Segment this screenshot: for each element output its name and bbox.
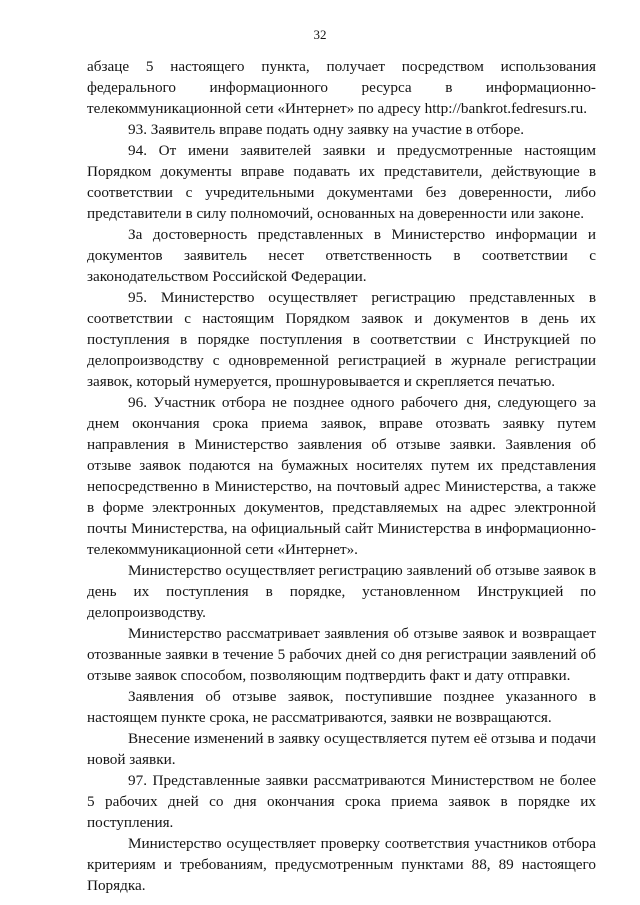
page-number: 32: [313, 27, 327, 42]
paragraph-continuation: абзаце 5 настоящего пункта, получает посредством использования федерального информационного ресурса в информационно-телекоммуникационной сети «Интернет» по адресу http://bankrot.fedresurs.ru.: [87, 58, 596, 117]
paragraph-96-registration: Министерство осуществляет регистрацию заявлений об отзыве заявок в день их поступления в порядке, установленном Инструкцией по делопроизводству.: [87, 562, 596, 621]
paragraph-94: 94. От имени заявителей заявки и предусмотренные настоящим Порядком документы вправе подавать их представители, действующие в соответствии с учредительными документами без доверенности, либо представители в силу полномочий, основанных на доверенности или законе.: [87, 142, 596, 222]
paragraph-96-return: Министерство рассматривает заявления об отзыве заявок и возвращает отозванные заявки в течение 5 рабочих дней со дня регистрации заявлений об отзыве заявок способом, позволяющим подтвердить факт и дату отправки.: [87, 625, 596, 684]
paragraph-94-responsibility: За достоверность представленных в Министерство информации и документов заявитель несет ответственность в соответствии с законодательством Российской Федерации.: [87, 226, 596, 285]
paragraph-93: 93. Заявитель вправе подать одну заявку на участие в отборе.: [128, 121, 525, 138]
paragraph-96-changes: Внесение изменений в заявку осуществляется путем её отзыва и подачи новой заявки.: [87, 730, 596, 768]
paragraph-96: 96. Участник отбора не позднее одного рабочего дня, следующего за днем окончания срока приема заявок, вправе отозвать заявку путем направления в Министерство заявления об отзыве заявки. Заявления об отзыве заявок подаются на бумажных носителях путем их представления непосредственно в Министерство, на почтовый адрес Министерства, а также в форме электронных документов, представляемых на адрес электронной почты Министерства, на официальный сайт Министерства в информационно-телекоммуникационной сети «Интернет».: [87, 394, 596, 558]
paragraph-95: 95. Министерство осуществляет регистрацию представленных в соответствии с настоящим Порядком заявок и документов в день их поступления в порядке поступления в соответствии с Инструкцией по делопроизводству с одновременной регистрацией в журнале регистрации заявок, который нумеруется, прошнуровывается и скрепляется печатью.: [87, 289, 596, 390]
paragraph-97-check: Министерство осуществляет проверку соответствия участников отбора критериям и требованиям, предусмотренным пунктами 88, 89 настоящего Порядка.: [87, 835, 596, 894]
document-body: [87, 56, 596, 896]
paragraph-96-late: Заявления об отзыве заявок, поступившие позднее указанного в настоящем пункте срока, не рассматриваются, заявки не возвращаются.: [87, 688, 596, 726]
paragraph-97: 97. Представленные заявки рассматриваются Министерством не более 5 рабочих дней со дня окончания срока приема заявок в порядке их поступления.: [87, 772, 596, 831]
